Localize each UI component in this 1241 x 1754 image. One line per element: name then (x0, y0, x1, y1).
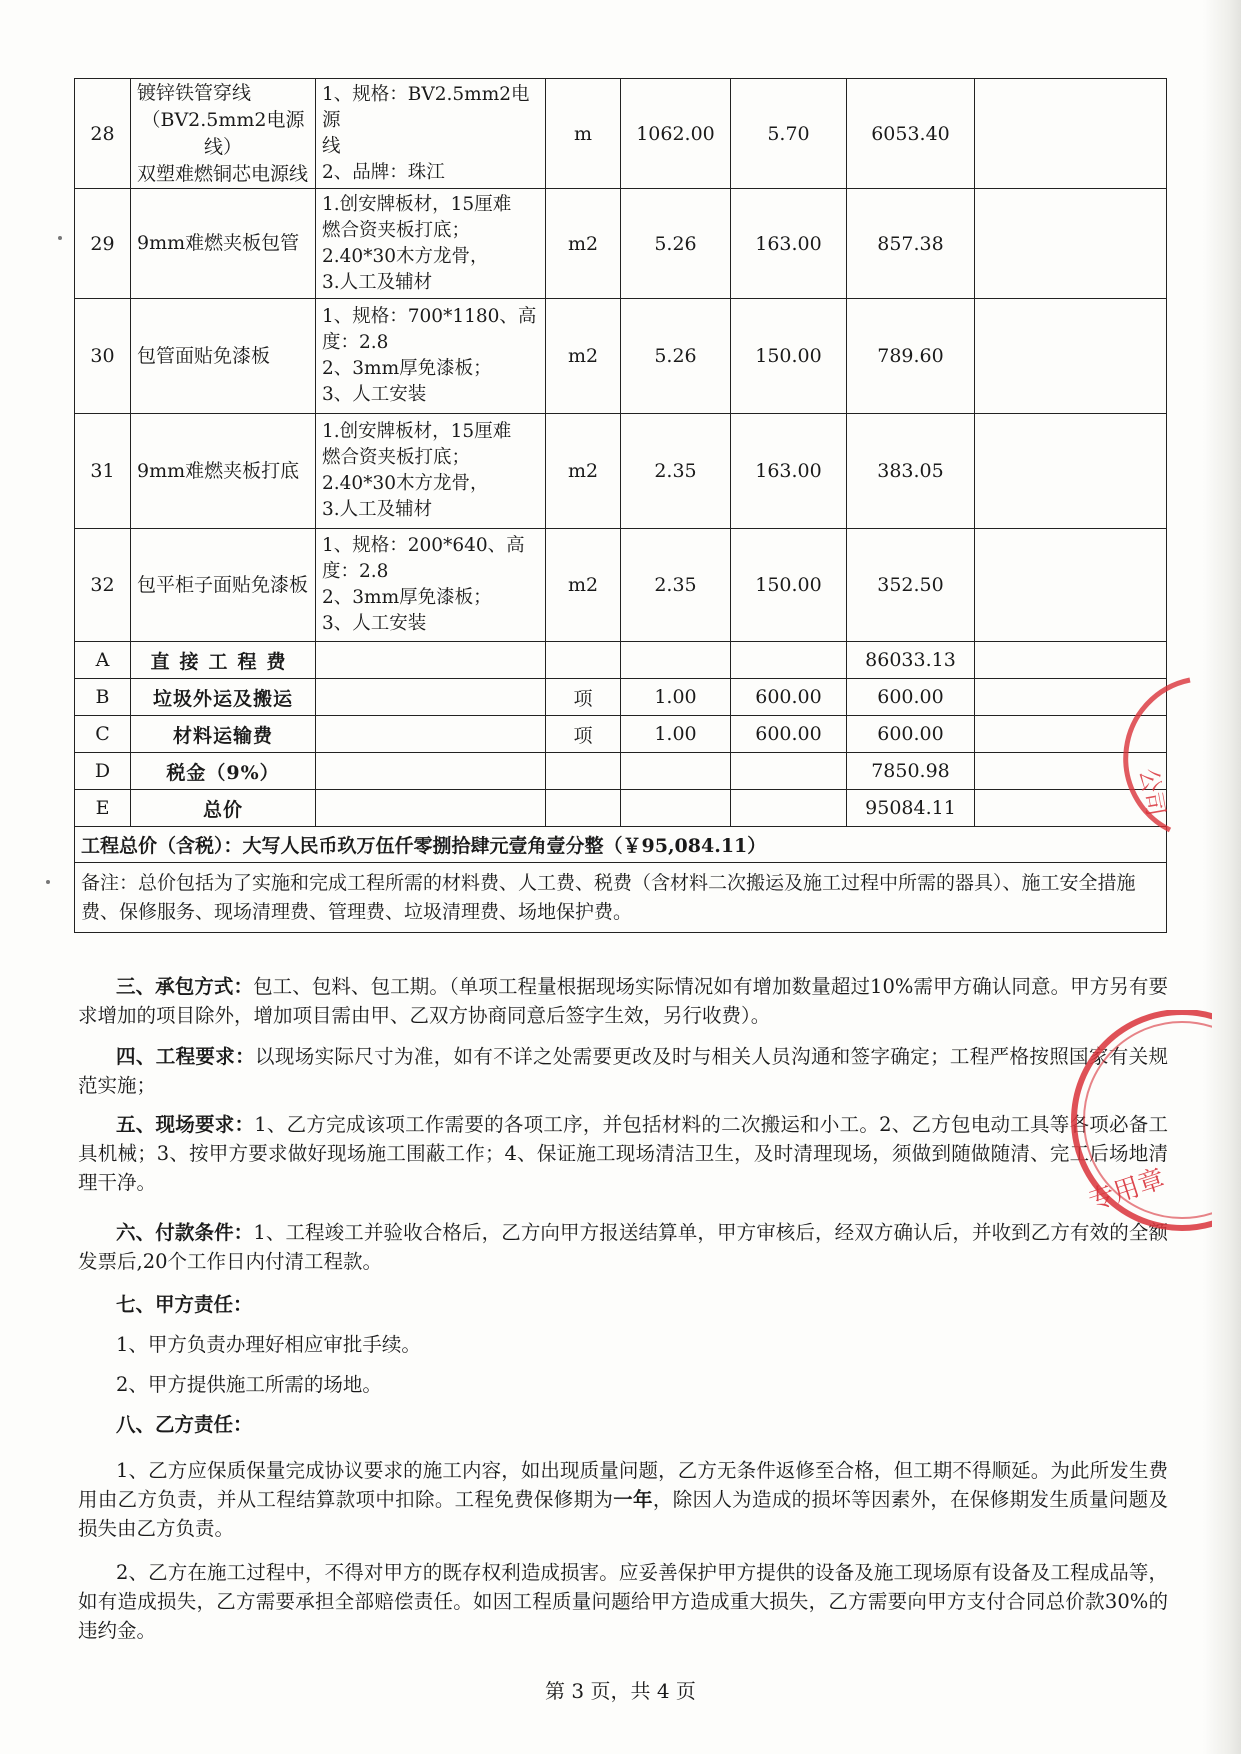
item-unit: m2 (546, 414, 621, 529)
summary-code: A (75, 642, 131, 679)
summary-unit: 项 (546, 679, 621, 716)
item-name-line: （BV2.5mm2电源线） (141, 108, 305, 158)
item-spec-line: 1、规格：BV2.5mm2电源 (322, 83, 530, 131)
item-unit: m2 (546, 299, 621, 414)
section-7-title: 七、甲方责任： (116, 1293, 253, 1316)
item-qty: 5.26 (621, 189, 731, 299)
item-amount: 352.50 (847, 529, 975, 642)
section-7-item-2-text: 2、甲方提供施工所需的场地。 (116, 1373, 382, 1396)
item-no: 32 (75, 529, 131, 642)
item-spec (316, 529, 546, 642)
summary-remark (975, 679, 1167, 716)
summary-qty (621, 642, 731, 679)
section-8-para-1-a: 1、乙方应保质保量完成协议要求的施工内容，如出现质量问题，乙方无条件返修至合格，但工期不得顺延。为此所发生费用由乙方负责，并从工程结算款项中扣除。工程免费保修期为 (78, 1459, 1168, 1511)
item-qty: 1062.00 (621, 79, 731, 189)
summary-label: 材料运输费 (131, 716, 316, 753)
section-6-title: 六、付款条件： (116, 1221, 254, 1244)
summary-price: 600.00 (731, 716, 847, 753)
summary-spec (316, 753, 546, 790)
section-8-para-1 (78, 1456, 1168, 1543)
note-row (75, 863, 1167, 933)
item-spec-line: 2、3mm厚免漆板； (322, 358, 492, 379)
item-qty: 2.35 (621, 414, 731, 529)
summary-spec (316, 642, 546, 679)
summary-row (75, 716, 1167, 753)
item-spec-line: 3.人工及辅材 (322, 271, 433, 293)
section-8-title-block (78, 1410, 1168, 1439)
item-name-line: 包平柜子面贴免漆板 (137, 573, 309, 596)
summary-qty: 1.00 (621, 679, 731, 716)
summary-spec (316, 679, 546, 716)
summary-spec (316, 790, 546, 827)
item-spec-line: 3、人工安装 (322, 613, 427, 634)
section-4-body: 以现场实际尺寸为准，如有不详之处需要更改及时与相关人员沟通和签字确定；工程严格按照国家有关规范实施； (78, 1045, 1168, 1097)
item-amount: 789.60 (847, 299, 975, 414)
summary-code: B (75, 679, 131, 716)
section-5-title: 五、现场要求： (116, 1113, 255, 1136)
item-price: 163.00 (731, 414, 847, 529)
item-unit: m (546, 79, 621, 189)
section-8-para-2 (78, 1558, 1168, 1645)
section-7-item-1-text: 1、甲方负责办理好相应审批手续。 (116, 1333, 421, 1356)
item-row (75, 414, 1167, 529)
item-spec (316, 189, 546, 299)
item-name (131, 414, 316, 529)
summary-spec (316, 716, 546, 753)
item-remark (975, 189, 1167, 299)
summary-qty (621, 790, 731, 827)
section-3-title: 三、承包方式： (116, 975, 254, 998)
item-qty: 2.35 (621, 529, 731, 642)
item-spec-line: 1、规格：200*640、高 (322, 535, 525, 556)
item-price: 163.00 (731, 189, 847, 299)
item-spec-line: 2.40*30木方龙骨， (322, 245, 489, 267)
item-spec-line: 线 (322, 135, 341, 157)
summary-amount: 86033.13 (847, 642, 975, 679)
summary-row (75, 679, 1167, 716)
item-row (75, 189, 1167, 299)
item-spec-line: 度：2.8 (322, 561, 389, 582)
section-6 (78, 1218, 1168, 1276)
summary-unit (546, 790, 621, 827)
summary-remark (975, 790, 1167, 827)
summary-amount: 600.00 (847, 679, 975, 716)
section-8-title: 八、乙方责任： (116, 1413, 253, 1436)
item-no: 29 (75, 189, 131, 299)
item-spec-line: 燃合资夹板打底； (322, 219, 471, 241)
summary-price: 600.00 (731, 679, 847, 716)
item-price: 150.00 (731, 299, 847, 414)
section-3-body: 包工、包料、包工期。（单项工程量根据现场实际情况如有增加数量超过10%需甲方确认同意。甲方另有要求增加的项目除外，增加项目需由甲、乙双方协商同意后签字生效，另行收费）。 (78, 975, 1168, 1027)
item-spec-line: 2、品牌：珠江 (322, 161, 445, 183)
summary-qty: 1.00 (621, 716, 731, 753)
item-spec-line: 1.创安牌板材，15厘难 (322, 193, 512, 215)
scan-speck (46, 880, 50, 884)
item-name-line: 双塑难燃铜芯电源线 (137, 162, 309, 185)
edge-seal-text: 公司 (1134, 766, 1171, 819)
section-8-para-2-text: 2、乙方在施工过程中，不得对甲方的既存权利造成损害。应妥善保护甲方提供的设备及施工现场原有设备及工程成品等，如有造成损失，乙方需要承担全部赔偿责任。如因工程质量问题给甲方造成重大损失，乙方需要向甲方支付合同总价款30%的违约金。 (78, 1561, 1168, 1642)
summary-amount: 95084.11 (847, 790, 975, 827)
item-spec-line: 1、规格：700*1180、高 (322, 306, 537, 327)
item-remark (975, 414, 1167, 529)
scan-speck (58, 236, 62, 240)
summary-amount: 7850.98 (847, 753, 975, 790)
item-price: 150.00 (731, 529, 847, 642)
total-price-row (75, 827, 1167, 863)
item-spec (316, 299, 546, 414)
section-4 (78, 1042, 1168, 1100)
item-name-line: 9mm难燃夹板包管 (137, 232, 300, 254)
item-row (75, 299, 1167, 414)
item-name-line: 9mm难燃夹板打底 (137, 459, 300, 482)
summary-unit: 项 (546, 716, 621, 753)
item-no: 28 (75, 79, 131, 189)
item-unit: m2 (546, 529, 621, 642)
item-row (75, 529, 1167, 642)
item-spec-line: 度：2.8 (322, 332, 389, 353)
summary-row (75, 753, 1167, 790)
item-remark (975, 299, 1167, 414)
summary-remark (975, 716, 1167, 753)
section-5 (78, 1110, 1168, 1197)
summary-price (731, 753, 847, 790)
item-price: 5.70 (731, 79, 847, 189)
quotation-table (74, 78, 1167, 933)
section-4-title: 四、工程要求： (116, 1045, 255, 1068)
item-remark (975, 529, 1167, 642)
summary-row (75, 642, 1167, 679)
summary-code: C (75, 716, 131, 753)
item-spec (316, 414, 546, 529)
item-spec-line: 3、人工安装 (322, 384, 427, 405)
item-unit: m2 (546, 189, 621, 299)
item-spec-line: 2、3mm厚免漆板； (322, 587, 492, 608)
summary-unit (546, 642, 621, 679)
item-no: 31 (75, 414, 131, 529)
item-amount: 6053.40 (847, 79, 975, 189)
item-name (131, 299, 316, 414)
item-rows (75, 79, 1167, 642)
summary-label: 直接工程费 (131, 642, 316, 679)
total-price-text: 工程总价（含税）：大写人民币玖万伍仟零捌拾肆元壹角壹分整（￥95,084.11） (75, 827, 1167, 863)
note-text: 备注：总价包括为了实施和完成工程所需的材料费、人工费、税费（含材料二次搬运及施工过程中所需的器具）、施工安全措施费、保修服务、现场清理费、管理费、垃圾清理费、场地保护费。 (75, 863, 1167, 933)
item-remark (975, 79, 1167, 189)
scan-page-edge (1203, 0, 1241, 1754)
item-name (131, 79, 316, 189)
item-amount: 857.38 (847, 189, 975, 299)
summary-unit (546, 753, 621, 790)
section-7-item-1 (78, 1330, 1168, 1359)
summary-amount: 600.00 (847, 716, 975, 753)
section-3 (78, 972, 1168, 1030)
summary-qty (621, 753, 731, 790)
item-spec-line: 1.创安牌板材，15厘难 (322, 421, 512, 442)
item-row (75, 79, 1167, 189)
section-7-item-2 (78, 1370, 1168, 1399)
section-8-para-1-b: ，除因人为造成的损坏等因素外，在保修期发生质量问题及损失由乙方负责。 (78, 1488, 1168, 1540)
summary-row (75, 790, 1167, 827)
item-name (131, 529, 316, 642)
item-spec-line: 3.人工及辅材 (322, 499, 433, 520)
seal-text: 专用章 (1084, 1164, 1169, 1217)
item-spec-line: 2.40*30木方龙骨， (322, 473, 489, 494)
summary-remark (975, 753, 1167, 790)
summary-code: E (75, 790, 131, 827)
section-7-title-block (78, 1290, 1168, 1319)
item-qty: 5.26 (621, 299, 731, 414)
summary-label: 垃圾外运及搬运 (131, 679, 316, 716)
section-6-body: 1、工程竣工并验收合格后，乙方向甲方报送结算单，甲方审核后，经双方确认后，并收到乙方有效的全额发票后,20个工作日内付清工程款。 (78, 1221, 1168, 1273)
warranty-period: 一年 (613, 1488, 653, 1511)
summary-rows (75, 642, 1167, 827)
item-spec (316, 79, 546, 189)
page-footer: 第 3 页，共 4 页 (545, 1679, 696, 1703)
item-no: 30 (75, 299, 131, 414)
summary-code: D (75, 753, 131, 790)
item-spec-line: 燃合资夹板打底； (322, 447, 471, 468)
section-5-body: 1、乙方完成该项工作需要的各项工序，并包括材料的二次搬运和小工。2、乙方包电动工具等各项必备工具机械；3、按甲方要求做好现场施工围蔽工作；4、保证施工现场清洁卫生，及时清理现场，须做到随做随清、完工后场地清理干净。 (78, 1113, 1168, 1194)
summary-price (731, 642, 847, 679)
summary-label: 税金（9%） (131, 753, 316, 790)
item-amount: 383.05 (847, 414, 975, 529)
item-name-line: 镀锌铁管穿线 (137, 81, 252, 104)
summary-label: 总价 (131, 790, 316, 827)
item-name-line: 包管面贴免漆板 (137, 344, 271, 367)
summary-remark (975, 642, 1167, 679)
summary-price (731, 790, 847, 827)
item-name (131, 189, 316, 299)
